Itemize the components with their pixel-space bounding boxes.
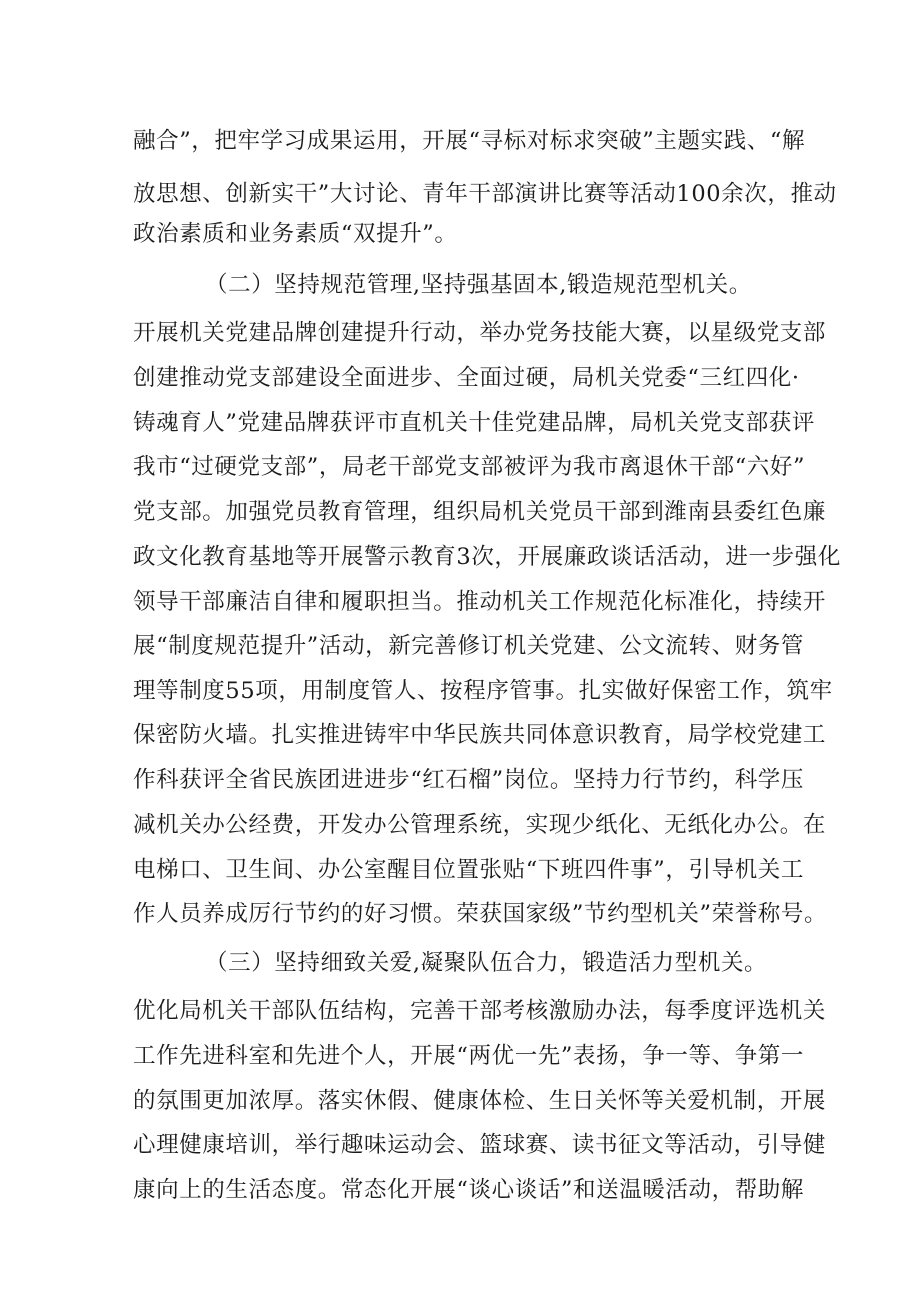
- text-line: 展“制度规范提升”活动，新完善修订机关党建、公文流转、财务管: [133, 633, 805, 659]
- text-line: 政文化教育基地等开展警示教育3次，开展廉政谈话活动，进一步强化: [133, 544, 841, 570]
- text-line: 作科获评全省民族团进进步“红石榴”岗位。坚持力行节约，科学压: [133, 767, 805, 793]
- text-line: 放思想、创新实干”大讨论、青年干部演讲比赛等活动100余次，推动: [133, 181, 837, 207]
- text-line: 心理健康培训，举行趣味运动会、篮球赛、读书征文等活动，引导健: [133, 1132, 827, 1158]
- text-line: 工作先进科室和先进个人，开展“两优一先”表扬，争一等、争第一: [133, 1043, 805, 1069]
- text-line: 优化局机关干部队伍结构，完善干部考核激励办法，每季度评选机关: [133, 998, 827, 1024]
- text-line: 减机关办公经费，开发办公管理系统，实现少纸化、无纸化办公。在: [133, 812, 827, 838]
- text-line: 作人员养成厉行节约的好习惯。荣获国家级”节约型机关”荣誉称号。: [133, 901, 828, 927]
- text-line: 理等制度55项，用制度管人、按程序管事。扎实做好保密工作，筑牢: [133, 678, 833, 704]
- text-line: 创建推动党支部建设全面进步、全面过硬，局机关党委“三红四化·: [133, 365, 800, 391]
- text-line: 领导干部廉洁自律和履职担当。推动机关工作规范化标准化，持续开: [133, 589, 827, 615]
- section-heading: （三）坚持细致关爱,凝聚队伍合力，锻造活力型机关。: [205, 950, 768, 976]
- text-line: 铸魂育人”党建品牌获评市直机关十佳党建品牌，局机关党支部获评: [133, 410, 816, 436]
- section-heading: （二）坚持规范管理,坚持强基固本,锻造规范型机关。: [205, 272, 752, 298]
- text-line: 保密防火墙。扎实推进铸牢中华民族共同体意识教育，局学校党建工: [133, 722, 827, 748]
- text-line: 政治素质和业务素质“双提升”。: [133, 221, 458, 247]
- text-line: 党支部。加强党员教育管理，组织局机关党员干部到潍南县委红色廉: [133, 499, 827, 525]
- text-line: 电梯口、卫生间、办公室醒目位置张贴“下班四件事”，引导机关工: [133, 857, 805, 883]
- text-line: 康向上的生活态度。常态化开展“谈心谈话”和送温暖活动，帮助解: [133, 1177, 805, 1203]
- text-line: 开展机关党建品牌创建提升行动，举办党务技能大赛，以星级党支部: [133, 320, 827, 346]
- text-line: 我市“过硬党支部”，局老干部党支部被评为我市离退休干部“六好”: [133, 454, 806, 480]
- text-line: 融合”，把牢学习成果运用，开展“寻标对标求突破”主题实践、“解: [133, 128, 806, 154]
- text-line: 的氛围更加浓厚。落实休假、健康体检、生日关怀等关爱机制，开展: [133, 1088, 827, 1114]
